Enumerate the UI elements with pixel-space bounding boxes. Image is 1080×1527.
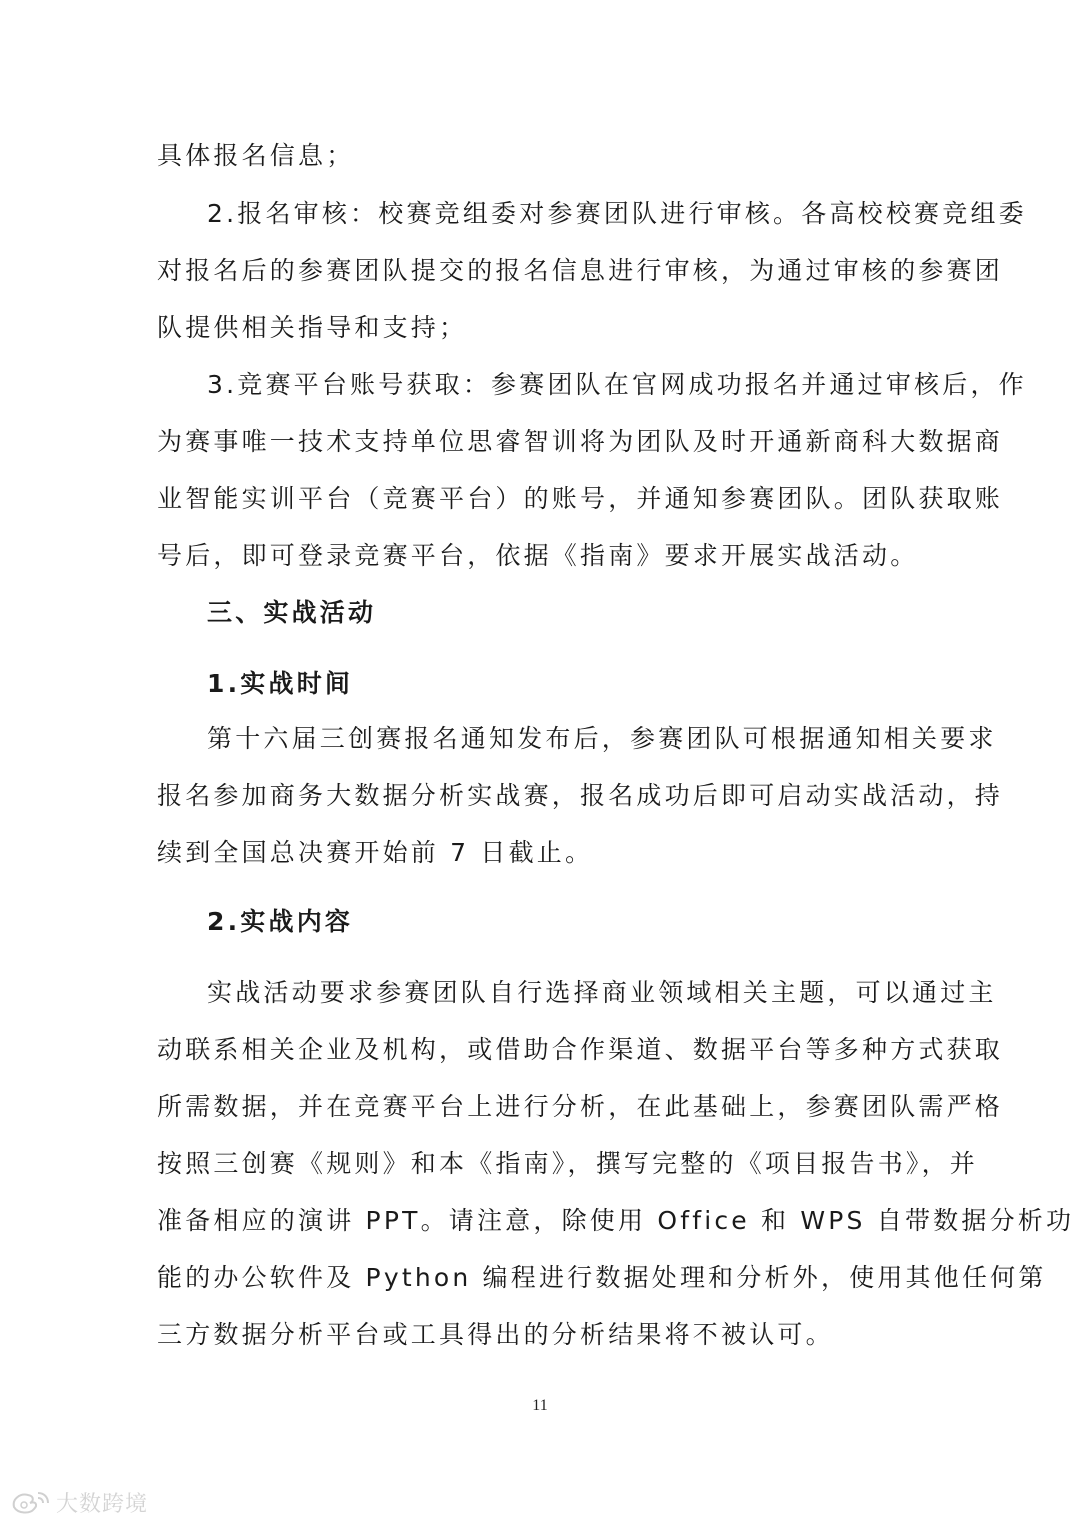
body-text-line: 准备相应的演讲 PPT。请注意，除使用 Office 和 WPS 自带数据分析功 [157,1206,1075,1235]
body-text-line: 动联系相关企业及机构，或借助合作渠道、数据平台等多种方式获取 [157,1035,1004,1064]
weibo-logo-icon [8,1487,52,1517]
subsection-heading-content: 2.实战内容 [207,907,354,936]
subsection-heading-time: 1.实战时间 [207,669,354,698]
body-text-line: 具体报名信息； [157,141,355,170]
body-text-line: 第十六届三创赛报名通知发布后，参赛团队可根据通知相关要求 [207,724,997,753]
watermark-text: 大数跨境 [56,1491,149,1517]
body-text-line: 报名参加商务大数据分析实战赛，报名成功后即可启动实战活动，持 [157,781,1004,810]
section-heading: 三、实战活动 [207,598,377,627]
body-text-line: 所需数据，并在竞赛平台上进行分析，在此基础上，参赛团队需严格 [157,1092,1004,1121]
body-text-line: 三方数据分析平台或工具得出的分析结果将不被认可。 [157,1320,834,1349]
body-text-line: 按照三创赛《规则》和本《指南》，撰写完整的《项目报告书》，并 [157,1149,979,1178]
body-text-line: 能的办公软件及 Python 编程进行数据处理和分析外，使用其他任何第 [157,1263,1047,1292]
body-text-line: 队提供相关指导和支持； [157,313,468,342]
body-text-line: 为赛事唯一技术支持单位思睿智训将为团队及时开通新商科大数据商 [157,427,1004,456]
list-item-registration-review: 2.报名审核：校赛竞组委对参赛团队进行审核。各高校校赛竞组委 [207,199,1027,228]
list-item-platform-account: 3.竞赛平台账号获取：参赛团队在官网成功报名并通过审核后，作 [207,370,1027,399]
body-text-line: 号后，即可登录竞赛平台，依据《指南》要求开展实战活动。 [157,541,919,570]
body-text-line: 续到全国总决赛开始前 7 日截止。 [157,838,594,867]
body-text-line: 业智能实训平台（竞赛平台）的账号，并通知参赛团队。团队获取账 [157,484,1004,513]
body-text-line: 实战活动要求参赛团队自行选择商业领域相关主题，可以通过主 [207,978,997,1007]
body-text-line: 对报名后的参赛团队提交的报名信息进行审核，为通过审核的参赛团 [157,256,1004,285]
watermark [8,1485,148,1519]
page-number: 11 [532,1397,548,1414]
